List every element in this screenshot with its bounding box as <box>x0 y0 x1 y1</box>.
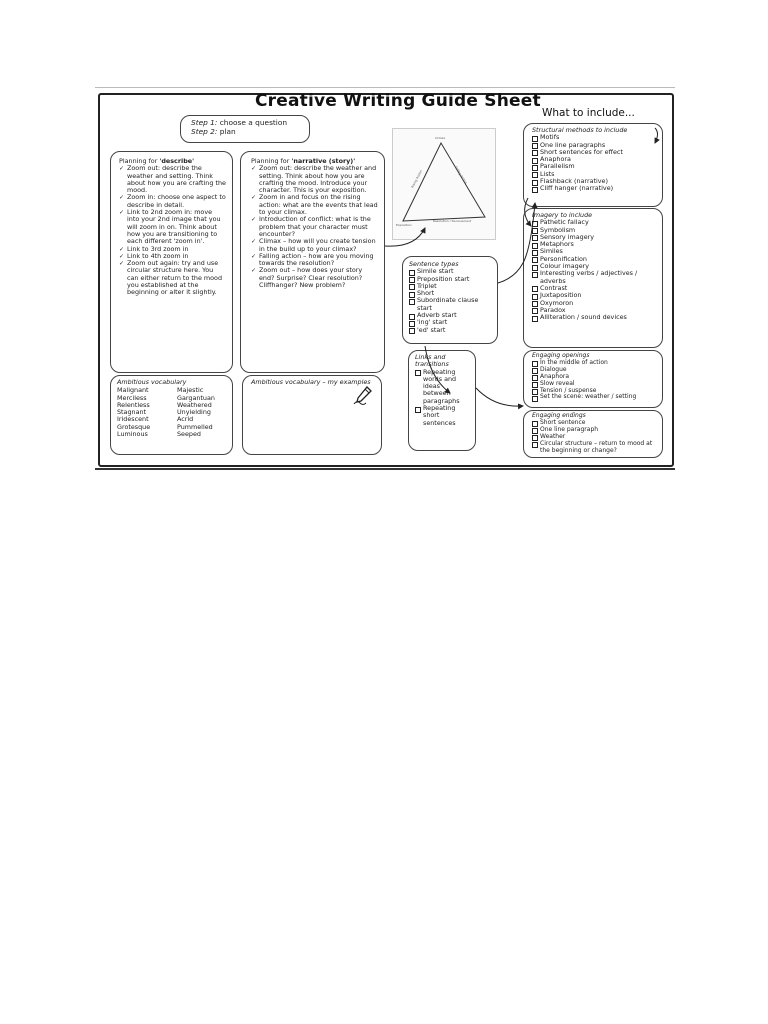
pen-icon <box>353 385 373 405</box>
narrative-item: ✓ Zoom out – how does your story end? Surprise? Clear resolution? Cliffhanger? New problem? <box>251 267 378 289</box>
vocab-word: Acrid <box>177 415 194 424</box>
structural-methods-box <box>523 123 663 207</box>
vocab-column-2 <box>177 387 227 438</box>
describe-item: ✓ Link to 3rd zoom in <box>119 246 226 253</box>
narrative-item: ✓ Falling action – how are you moving towards the resolution? <box>251 253 378 268</box>
describe-heading: Planning for 'describe' <box>119 157 195 165</box>
sentence-type-item: Triplet <box>409 283 491 290</box>
imagery-item: Alliteration / sound devices <box>532 314 654 321</box>
sentence-type-item: Subordinate clause start <box>409 297 491 312</box>
examples-heading: Ambitious vocabulary – my examples <box>251 378 371 386</box>
story-structure-diagram <box>392 128 496 240</box>
vocab-word: Pummelled <box>177 422 213 431</box>
vocab-word: Seeped <box>177 430 201 439</box>
sentence-types-box <box>402 256 498 344</box>
describe-item: ✓ Zoom in: choose one aspect to describe in detail. <box>119 194 226 209</box>
page-title: Creative Writing Guide Sheet <box>255 91 541 111</box>
imagery-box <box>523 208 663 348</box>
vocab-word: Majestic <box>177 386 204 395</box>
falling-action-label: Falling Action <box>453 165 468 185</box>
imagery-item: Similes <box>532 248 654 255</box>
imagery-item: Metaphors <box>532 241 654 248</box>
step-1: Step 1: choose a question <box>191 118 288 127</box>
rising-action-label: Rising Action <box>410 169 424 189</box>
planning-describe-box <box>110 151 233 373</box>
structural-item: Anaphora <box>532 156 654 163</box>
sentence-type-item: Short <box>409 290 491 297</box>
planning-narrative-box <box>240 151 385 373</box>
links-item: Repeating words and ideas between paragraphs <box>415 369 469 405</box>
sentence-type-item: Adverb start <box>409 312 491 319</box>
structural-item: One line paragraphs <box>532 142 654 149</box>
narrative-item: ✓ Climax – how will you create tension in the build up to your climax? <box>251 238 378 253</box>
vocab-word: Malignant <box>117 386 149 395</box>
narrative-item: ✓ Introduction of conflict: what is the problem that your character must encounter? <box>251 216 378 238</box>
structural-item: Parallelism <box>532 163 654 170</box>
links-item: Repeating short sentences <box>415 405 469 427</box>
opening-item: Dialogue <box>532 367 654 374</box>
vocab-word: Stagnant <box>117 408 147 417</box>
describe-item: ✓ Zoom out: describe the weather and setting. Think about how you are crafting the mood. <box>119 165 226 194</box>
links-heading: Links and transitions <box>415 353 449 369</box>
opening-item: In the middle of action <box>532 360 654 367</box>
opening-item: Set the scene: weather / setting <box>532 394 654 401</box>
vocab-word: Unyielding <box>177 408 211 417</box>
sentence-type-item: 'ed' start <box>409 327 491 334</box>
vocab-word: Relentless <box>117 400 150 409</box>
endings-heading: Engaging endings <box>532 412 586 419</box>
opening-item: Tension / suspense <box>532 388 654 395</box>
ambitious-vocabulary-box <box>110 375 233 455</box>
guide-sheet <box>95 87 675 470</box>
openings-heading: Engaging openings <box>532 352 590 359</box>
vocab-word: Merciless <box>117 393 147 402</box>
vocab-word: Luminous <box>117 430 148 439</box>
sentence-type-item: Simile start <box>409 268 491 275</box>
opening-item: Slow reveal <box>532 381 654 388</box>
exposition-label: Exposition <box>396 223 412 227</box>
opening-item: Anaphora <box>532 374 654 381</box>
structural-item: Flashback (narrative) <box>532 178 654 185</box>
describe-item: ✓ Link to 2nd zoom in: move into your 2nd image that you will zoom in on. Think about how you are transitioning to each different 'zoom in'. <box>119 209 226 245</box>
ending-item: Weather <box>532 434 654 441</box>
structural-item: Motifs <box>532 134 654 141</box>
ending-item: One line paragraph <box>532 427 654 434</box>
imagery-item: Interesting verbs / adjectives / adverbs <box>532 270 654 285</box>
structural-heading: Structural methods to include <box>532 126 628 134</box>
structural-item: Lists <box>532 171 654 178</box>
climax-label: Climax <box>435 136 446 140</box>
describe-item: ✓ Link to 4th zoom in <box>119 253 226 260</box>
what-to-include-heading: What to include... <box>542 107 635 119</box>
vocab-word: Weathered <box>177 400 212 409</box>
imagery-item: Personification <box>532 256 654 263</box>
vocab-word: Grotesque <box>117 422 151 431</box>
structural-item: Short sentences for effect <box>532 149 654 156</box>
imagery-item: Oxymoron <box>532 300 654 307</box>
imagery-item: Paradox <box>532 307 654 314</box>
imagery-item: Juxtaposition <box>532 292 654 299</box>
narrative-item: ✓ Zoom in and focus on the rising action: what are the events that lead to your climax. <box>251 194 378 216</box>
describe-item: ✓ Zoom out again: try and use circular structure here. You can either return to the mood you established at the beginning or alter it slightly. <box>119 260 226 296</box>
vocab-heading: Ambitious vocabulary <box>117 378 187 386</box>
imagery-item: Pathetic fallacy <box>532 219 654 226</box>
vocab-column-1 <box>117 387 167 438</box>
sentence-type-item: 'ing' start <box>409 319 491 326</box>
ending-item: Short sentence <box>532 420 654 427</box>
narrative-item: ✓ Zoom out: describe the weather and setting. Think about how you are crafting the mood. Introduce your character. This is your exposition. <box>251 165 378 194</box>
vocab-word: Iridescent <box>117 415 149 424</box>
engaging-endings-box <box>523 410 663 458</box>
resolution-label: Resolution / Denouement <box>433 219 472 223</box>
imagery-heading: Imagery to include <box>532 211 593 219</box>
links-transitions-box <box>408 350 476 451</box>
imagery-item: Symbolism <box>532 227 654 234</box>
imagery-item: Sensory imagery <box>532 234 654 241</box>
steps-box <box>180 115 310 143</box>
engaging-openings-box <box>523 350 663 408</box>
vocab-word: Gargantuan <box>177 393 215 402</box>
ending-item: Circular structure – return to mood at the beginning or change? <box>532 441 654 455</box>
structural-item: Cliff hanger (narrative) <box>532 185 654 192</box>
imagery-item: Colour imagery <box>532 263 654 270</box>
sentence-type-item: Preposition start <box>409 276 491 283</box>
narrative-heading: Planning for 'narrative (story)' <box>251 157 356 165</box>
imagery-item: Contrast <box>532 285 654 292</box>
sentence-types-heading: Sentence types <box>409 260 459 268</box>
step-2: Step 2: plan <box>191 126 236 136</box>
